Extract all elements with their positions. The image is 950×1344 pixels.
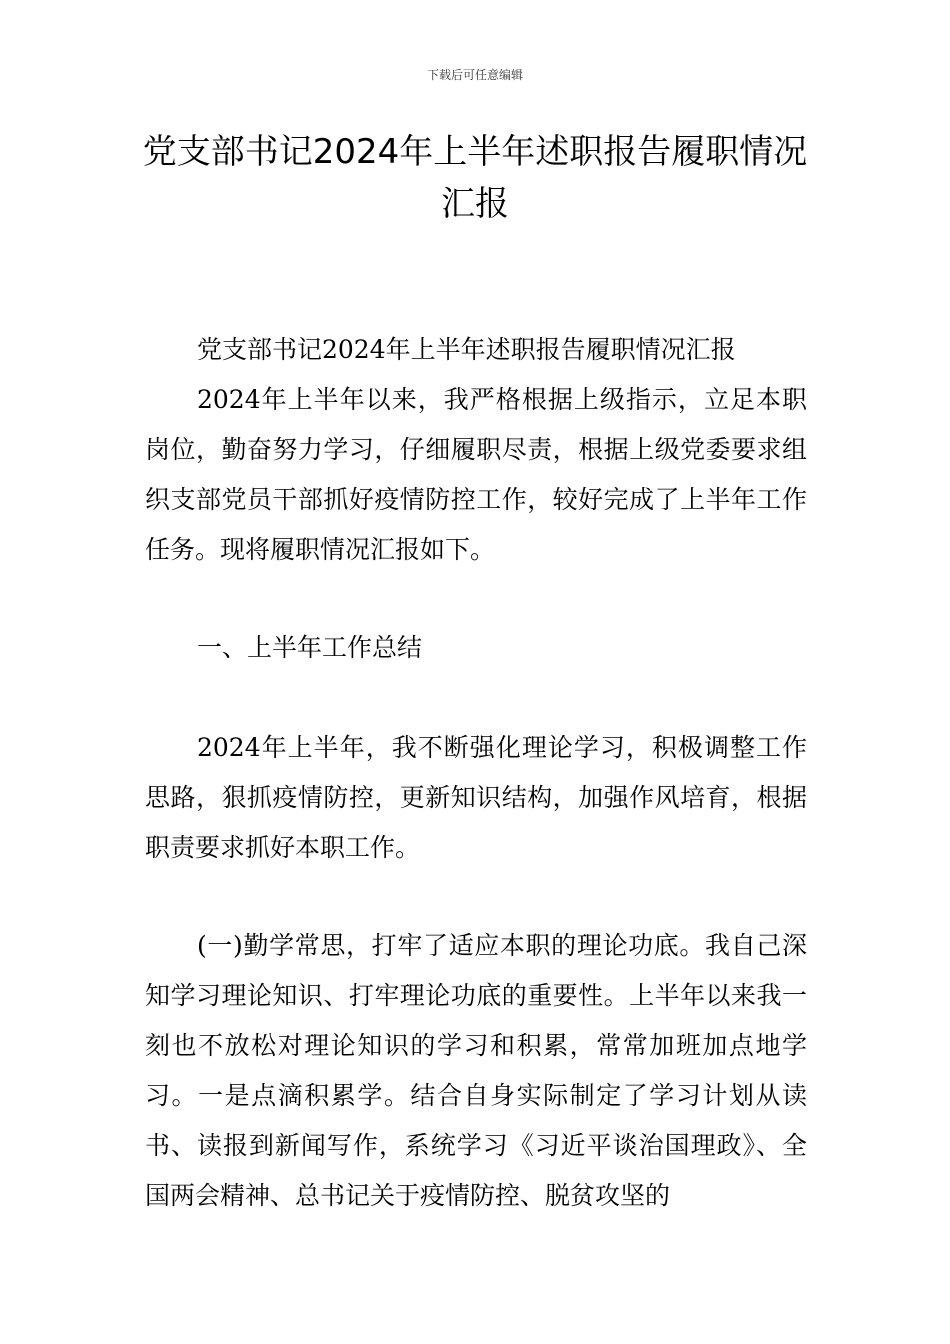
- header-note: 下载后可任意编辑: [426, 68, 523, 82]
- paragraph-intro: 2024年上半年以来，我严格根据上级指示，立足本职岗位，勤奋努力学习，仔细履职尽责，根据上级党委要求组织支部党员干部抓好疫情防控工作，较好完成了上半年工作任务。现将履职情况汇报如下。: [145, 385, 807, 564]
- section-heading-summary: 一、上半年工作总结: [197, 633, 423, 662]
- paragraph-summary: 2024年上半年，我不断强化理论学习，积极调整工作思路，狠抓疫情防控，更新知识结构，加强作风培育，根据职责要求抓好本职工作。: [145, 733, 807, 862]
- document-title: 党支部书记2024年上半年述职报告履职情况汇报: [142, 132, 808, 224]
- paragraph-study: (一)勤学常思，打牢了适应本职的理论功底。我自己深知学习理论知识、打牢理论功底的重要性。上半年以来我一刻也不放松对理论知识的学习和积累，常常加班加点地学习。一是点滴积累学。结合自身实际制定了学习计划从读书、读报到新闻写作，系统学习《习近平谈治国理政》、全国两会精神、总书记关于疫情防控、脱贫攻坚的: [145, 931, 807, 1210]
- paragraph-title-repeat: 党支部书记2024年上半年述职报告履职情况汇报: [197, 335, 736, 364]
